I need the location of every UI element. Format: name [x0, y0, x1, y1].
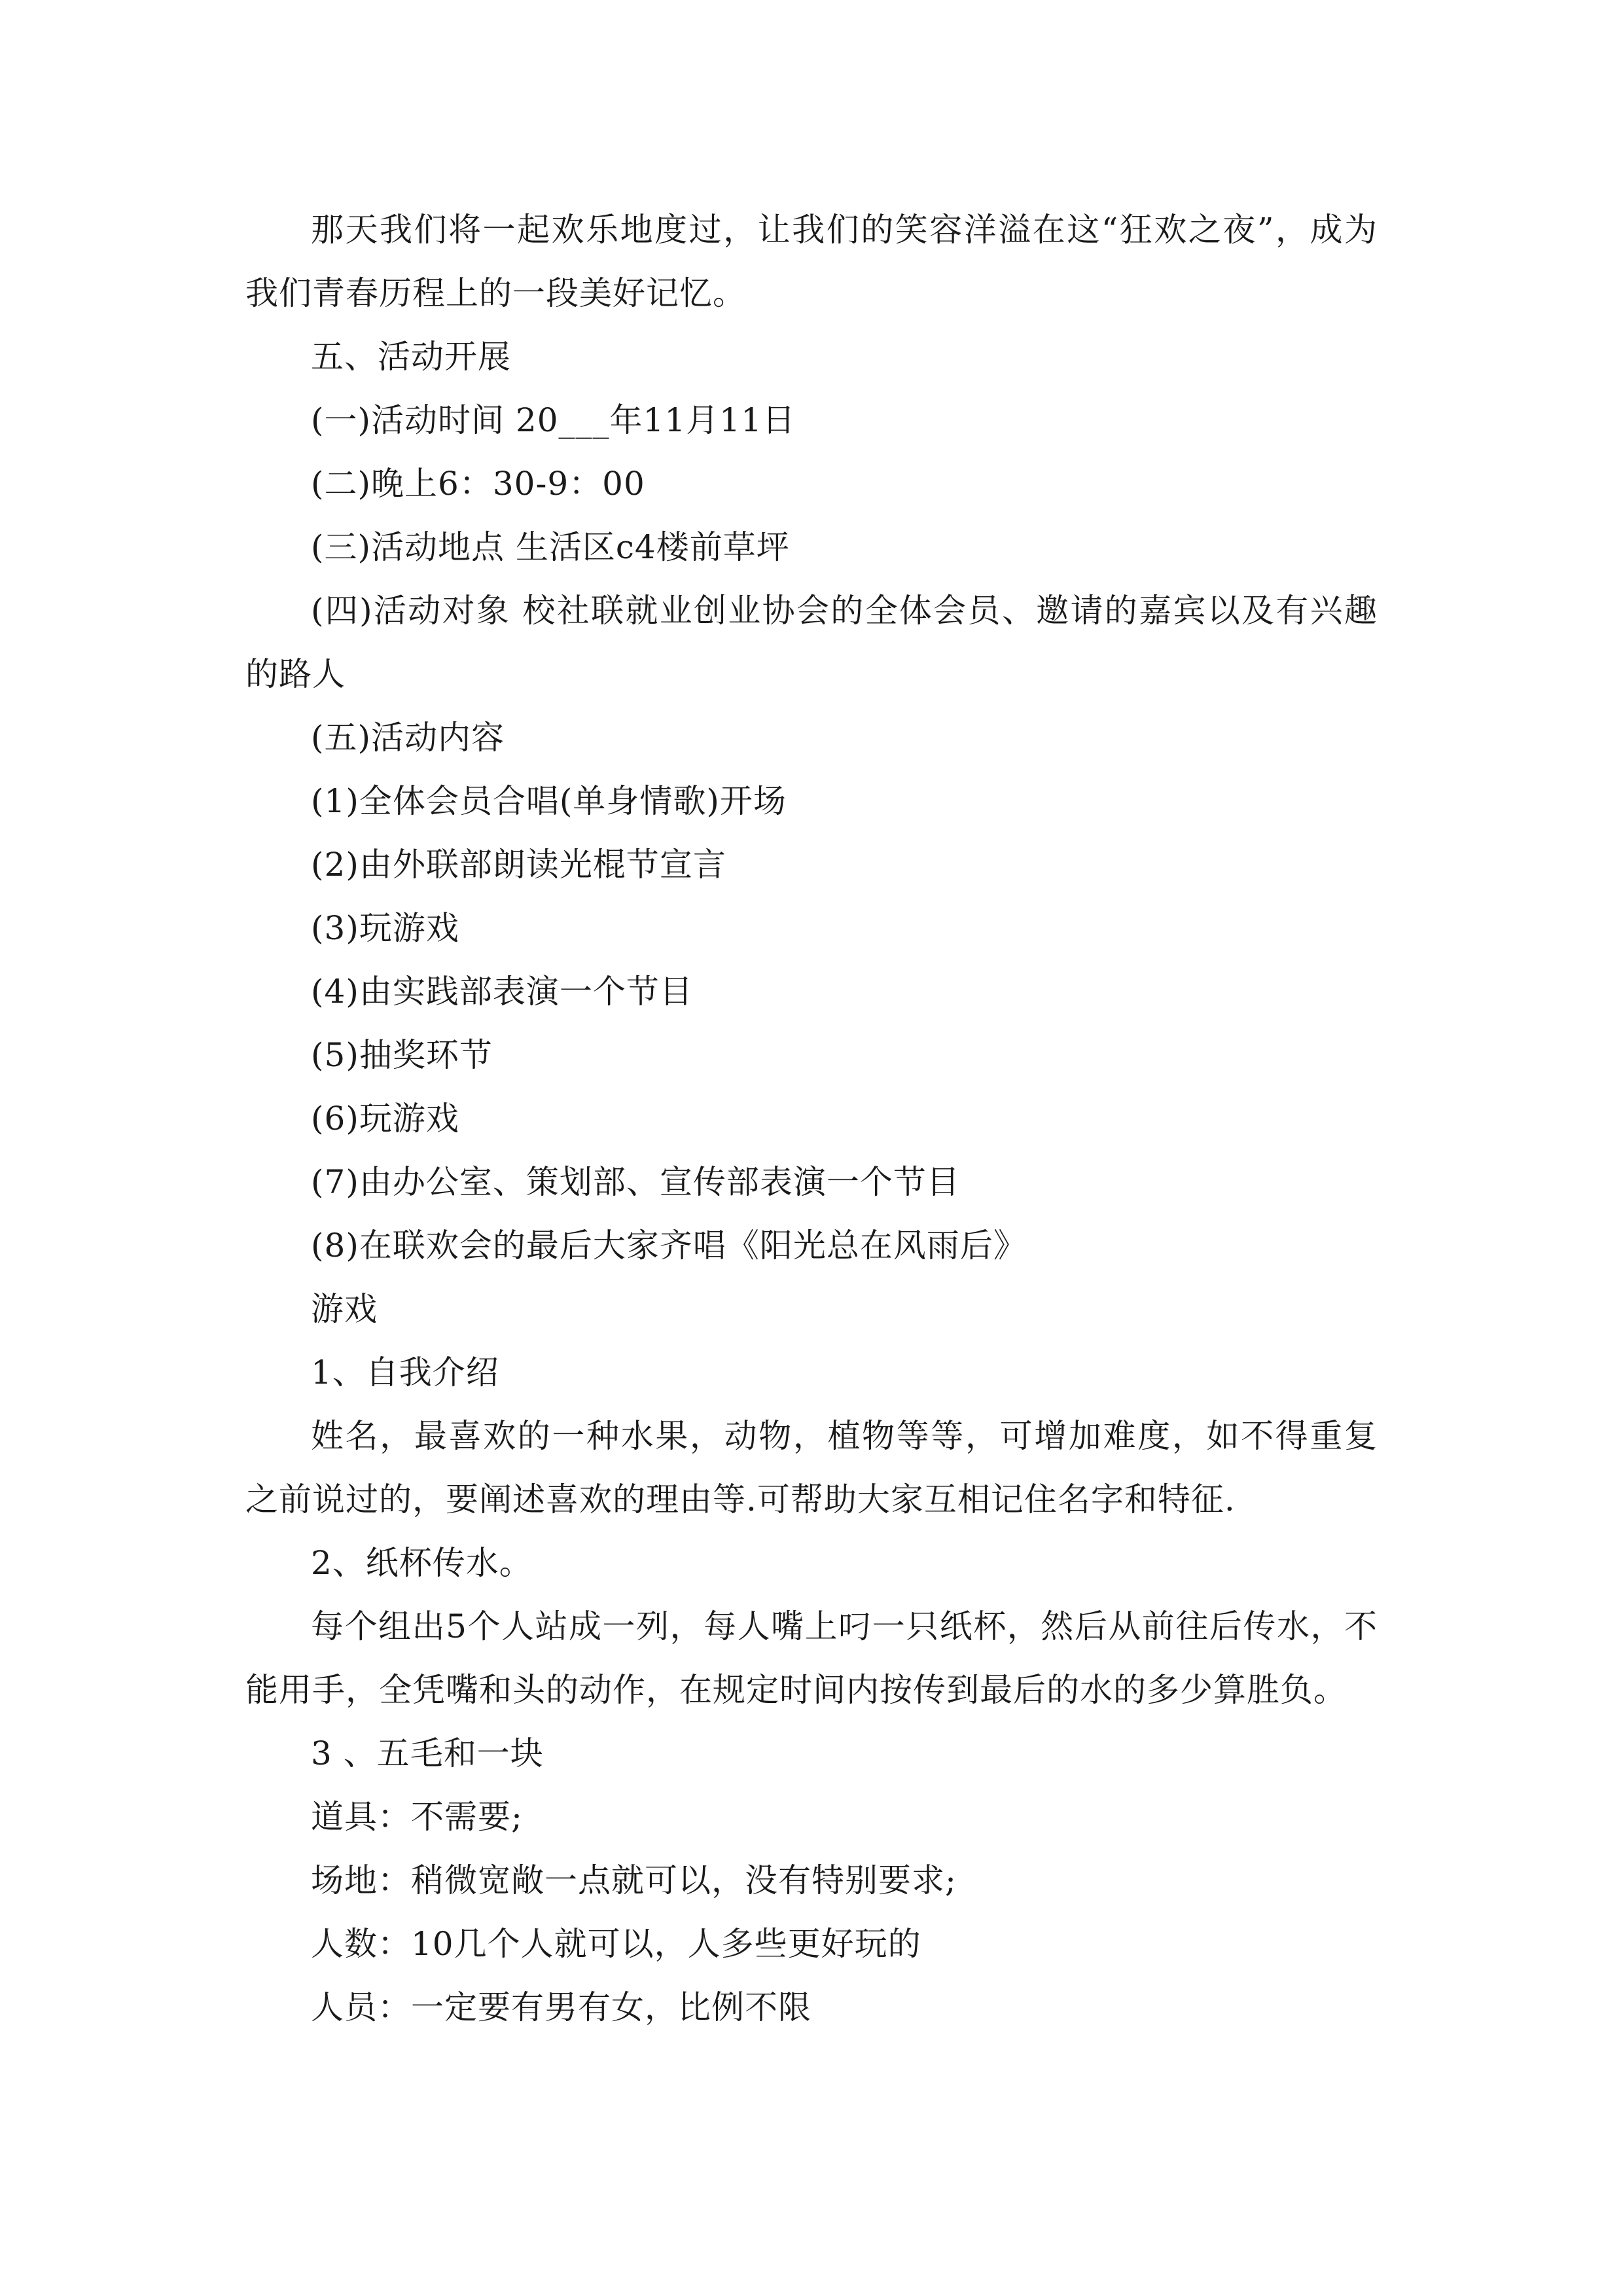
list-item: (二)晚上6：30-9：00	[311, 465, 645, 503]
game-title: 2、纸杯传水。	[311, 1544, 533, 1582]
list-item: (5)抽奖环节	[311, 1036, 493, 1074]
list-item: (8)在联欢会的最后大家齐唱《阳光总在风雨后》	[311, 1227, 1027, 1265]
list-item: (1)全体会员合唱(单身情歌)开场	[311, 782, 787, 820]
paragraph: 姓名，最喜欢的一种水果，动物，植物等等，可增加难度，如不得重复之前说过的，要阐述喜欢的理由等.可帮助大家互相记住名字和特征.	[245, 1417, 1378, 1518]
paragraph: 人员：一定要有男有女，比例不限	[311, 1988, 812, 2026]
paragraph: 人数：10几个人就可以，人多些更好玩的	[311, 1925, 921, 1963]
document-body	[245, 198, 1378, 2039]
list-item: (2)由外联部朗读光棍节宣言	[311, 846, 726, 884]
list-item: (7)由办公室、策划部、宣传部表演一个节目	[311, 1163, 960, 1201]
list-item: (6)玩游戏	[311, 1100, 459, 1138]
paragraph: 每个组出5个人站成一列，每人嘴上叼一只纸杯，然后从前往后传水，不能用手，全凭嘴和头的动作，在规定时间内按传到最后的水的多少算胜负。	[245, 1607, 1378, 1709]
paragraph: 道具：不需要;	[311, 1798, 523, 1836]
game-title: 3 、五毛和一块	[311, 1734, 544, 1772]
list-item: (四)活动对象 校社联就业创业协会的全体会员、邀请的嘉宾以及有兴趣的路人	[245, 592, 1378, 693]
game-title: 1、自我介绍	[311, 1354, 499, 1391]
list-item: (3)玩游戏	[311, 909, 459, 947]
list-item: (三)活动地点 生活区c4楼前草坪	[311, 528, 790, 566]
list-item: (4)由实践部表演一个节目	[311, 973, 693, 1011]
list-item: (五)活动内容	[311, 719, 505, 757]
section-heading: 五、活动开展	[311, 338, 511, 376]
list-item: (一)活动时间 20___年11月11日	[311, 401, 796, 439]
paragraph: 那天我们将一起欢乐地度过，让我们的笑容洋溢在这“狂欢之夜”，成为我们青春历程上的一段美好记忆。	[245, 211, 1378, 312]
section-heading: 游戏	[311, 1290, 378, 1328]
paragraph: 场地：稍微宽敞一点就可以，没有特别要求;	[311, 1861, 957, 1899]
